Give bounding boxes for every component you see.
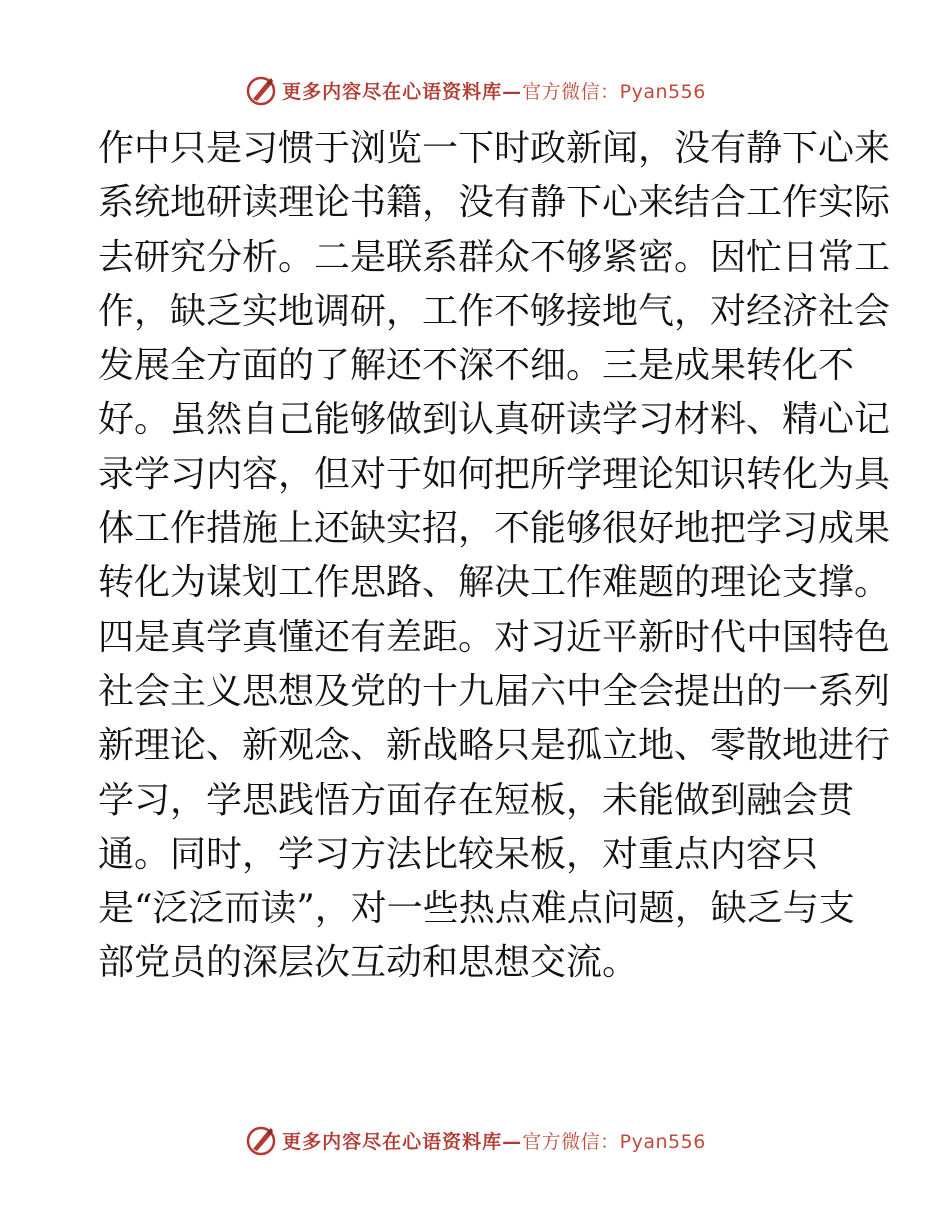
text-line: 去研究分析。二是联系群众不够紧密。因忙日常工 <box>98 236 891 278</box>
footer-slogan: 更多内容尽在心语资料库— <box>282 1130 523 1153</box>
text-line: 社会主义思想及党的十九届六中全会提出的一系列 <box>98 670 891 712</box>
footer-watermark <box>0 1120 950 1160</box>
text-line: 作中只是习惯于浏览一下时政新闻，没有静下心来 <box>98 128 891 169</box>
text-line: 学习，学思践悟方面存在短板，未能做到融会贯 <box>98 779 855 821</box>
text-line: 系统地研读理论书籍，没有静下心来结合工作实际 <box>98 182 891 224</box>
document-body <box>98 122 891 991</box>
quill-pen-logo-icon <box>244 1123 278 1157</box>
footer-contact: 官方微信：Pyan556 <box>522 1130 706 1153</box>
text-line: 转化为谋划工作思路、解决工作难题的理论支撑。 <box>98 562 891 604</box>
text-line: 好。虽然自己能够做到认真研读学习材料、精心记 <box>98 399 891 441</box>
header-contact: 官方微信：Pyan556 <box>522 80 706 103</box>
text-line: 通。同时，学习方法比较呆板，对重点内容只 <box>98 833 819 875</box>
text-line: 发展全方面的了解还不深不细。三是成果转化不 <box>98 345 855 387</box>
text-line: 部党员的深层次互动和思想交流。 <box>98 942 639 984</box>
header-watermark <box>0 70 950 110</box>
text-line: 体工作措施上还缺实招，不能够很好地把学习成果 <box>98 508 891 550</box>
text-line: 四是真学真懂还有差距。对习近平新时代中国特色 <box>98 616 891 658</box>
header-slogan: 更多内容尽在心语资料库— <box>282 80 523 103</box>
quill-pen-logo-icon <box>244 73 278 107</box>
text-line: 录学习内容，但对于如何把所学理论知识转化为具 <box>98 453 891 495</box>
text-line: 是“泛泛而读”，对一些热点难点问题，缺乏与支 <box>98 888 855 930</box>
text-line: 作，缺乏实地调研，工作不够接地气，对经济社会 <box>98 290 891 332</box>
text-line: 新理论、新观念、新战略只是孤立地、零散地进行 <box>98 725 891 767</box>
